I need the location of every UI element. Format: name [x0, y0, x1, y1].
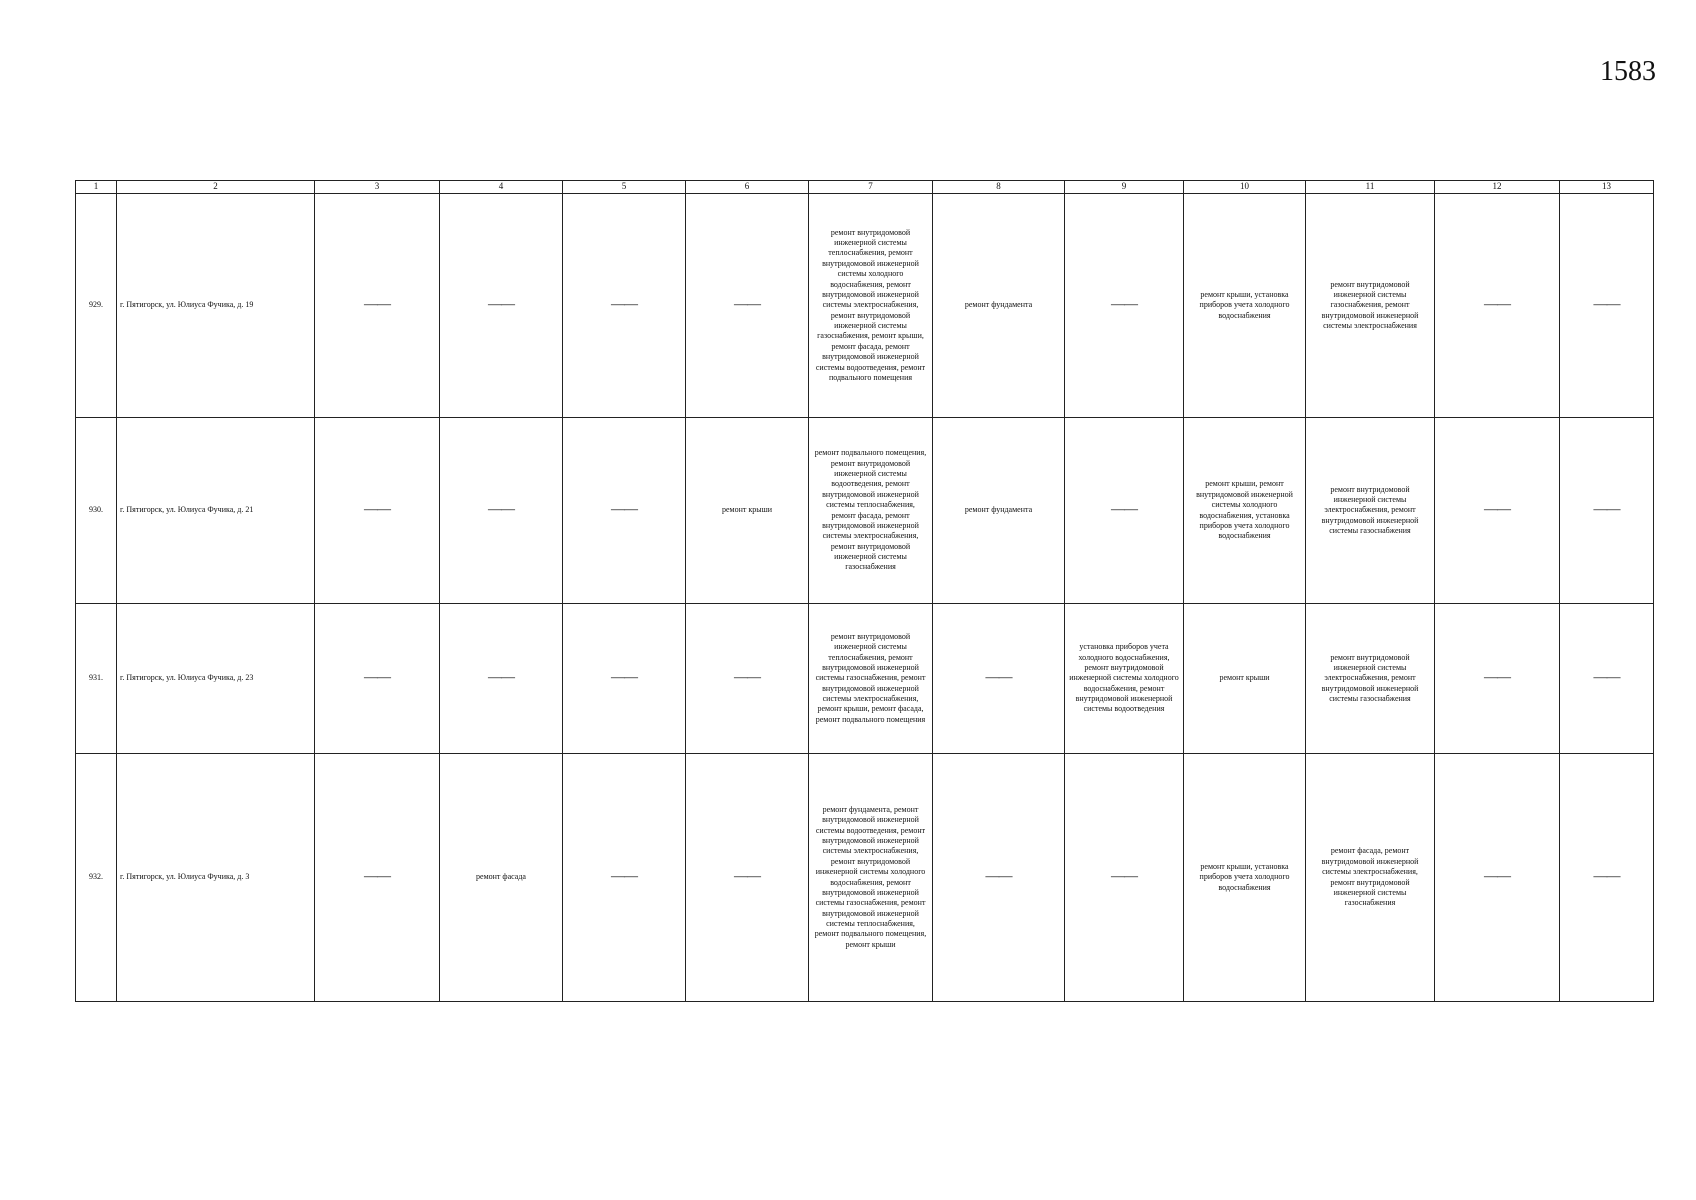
table-row [76, 194, 1654, 418]
dash-cell: —— [315, 754, 440, 1002]
works-cell: ремонт крыши, установка приборов учета холодного водоснабжения [1184, 754, 1306, 1002]
dash-cell: —— [1435, 754, 1560, 1002]
dash-cell: —— [686, 754, 809, 1002]
dash-cell: —— [1560, 604, 1654, 754]
dash-cell: —— [1560, 418, 1654, 604]
works-cell: ремонт внутридомовой инженерной системы электроснабжения, ремонт внутридомовой инженерной системы газоснабжения [1306, 418, 1435, 604]
row-number: 931. [76, 604, 117, 754]
column-header: 2 [117, 181, 315, 194]
table-row [76, 754, 1654, 1002]
works-cell: ремонт внутридомовой инженерной системы электроснабжения, ремонт внутридомовой инженерной системы газоснабжения [1306, 604, 1435, 754]
dash-cell: —— [1435, 604, 1560, 754]
column-header: 13 [1560, 181, 1654, 194]
dash-cell: —— [933, 754, 1065, 1002]
table-row [76, 418, 1654, 604]
works-cell: ремонт фундамента [933, 418, 1065, 604]
dash-cell: —— [1435, 418, 1560, 604]
works-cell: установка приборов учета холодного водоснабжения, ремонт внутридомовой инженерной системы холодного водоснабжения, ремонт внутридомовой инженерной системы водоотведения [1065, 604, 1184, 754]
column-header: 5 [563, 181, 686, 194]
dash-cell: —— [315, 194, 440, 418]
works-cell: ремонт крыши [1184, 604, 1306, 754]
dash-cell: —— [563, 418, 686, 604]
address-cell: г. Пятигорск, ул. Юлиуса Фучика, д. 23 [117, 604, 315, 754]
column-header: 9 [1065, 181, 1184, 194]
dash-cell: —— [686, 604, 809, 754]
dash-cell: —— [563, 604, 686, 754]
works-cell: ремонт крыши, ремонт внутридомовой инженерной системы холодного водоснабжения, установка приборов учета холодного водоснабжения [1184, 418, 1306, 604]
dash-cell: —— [440, 418, 563, 604]
dash-cell: —— [315, 418, 440, 604]
dash-cell: —— [1065, 194, 1184, 418]
column-header: 1 [76, 181, 117, 194]
works-cell: ремонт внутридомовой инженерной системы газоснабжения, ремонт внутридомовой инженерной системы электроснабжения [1306, 194, 1435, 418]
dash-cell: —— [440, 604, 563, 754]
dash-cell: —— [1435, 194, 1560, 418]
dash-cell: —— [1065, 418, 1184, 604]
dash-cell: —— [440, 194, 563, 418]
dash-cell: —— [686, 194, 809, 418]
dash-cell: —— [1560, 754, 1654, 1002]
column-header: 3 [315, 181, 440, 194]
row-number: 932. [76, 754, 117, 1002]
works-cell: ремонт фасада, ремонт внутридомовой инженерной системы электроснабжения, ремонт внутридомовой инженерной системы газоснабжения [1306, 754, 1435, 1002]
column-header: 7 [809, 181, 933, 194]
column-header: 10 [1184, 181, 1306, 194]
dash-cell: —— [1560, 194, 1654, 418]
works-cell: ремонт фундамента [933, 194, 1065, 418]
dash-cell: —— [1065, 754, 1184, 1002]
row-number: 929. [76, 194, 117, 418]
repair-schedule-table [75, 180, 1654, 1002]
dash-cell: —— [933, 604, 1065, 754]
dash-cell: —— [315, 604, 440, 754]
address-cell: г. Пятигорск, ул. Юлиуса Фучика, д. 3 [117, 754, 315, 1002]
works-cell: ремонт фундамента, ремонт внутридомовой инженерной системы водоотведения, ремонт внутридомовой инженерной системы электроснабжения, ремонт внутридомовой инженерной системы холодного водоснабжения, ремонт внутридомовой инженерной системы газоснабжения, ремонт внутридомовой инженерной системы теплоснабжения, ремонт подвального помещения, ремонт крыши [809, 754, 933, 1002]
dash-cell: —— [563, 754, 686, 1002]
works-cell: ремонт фасада [440, 754, 563, 1002]
address-cell: г. Пятигорск, ул. Юлиуса Фучика, д. 19 [117, 194, 315, 418]
table-row [76, 604, 1654, 754]
column-header: 11 [1306, 181, 1435, 194]
works-cell: ремонт крыши, установка приборов учета холодного водоснабжения [1184, 194, 1306, 418]
works-cell: ремонт крыши [686, 418, 809, 604]
dash-cell: —— [563, 194, 686, 418]
works-cell: ремонт внутридомовой инженерной системы теплоснабжения, ремонт внутридомовой инженерной системы газоснабжения, ремонт внутридомовой инженерной системы электроснабжения, ремонт крыши, ремонт фасада, ремонт подвального помещения [809, 604, 933, 754]
column-number-row [76, 181, 1654, 194]
works-cell: ремонт внутридомовой инженерной системы теплоснабжения, ремонт внутридомовой инженерной системы холодного водоснабжения, ремонт внутридомовой инженерной системы электроснабжения, ремонт внутридомовой инженерной системы газоснабжения, ремонт крыши, ремонт фасада, ремонт внутридомовой инженерной системы водоотведения, ремонт подвального помещения [809, 194, 933, 418]
column-header: 6 [686, 181, 809, 194]
address-cell: г. Пятигорск, ул. Юлиуса Фучика, д. 21 [117, 418, 315, 604]
column-header: 4 [440, 181, 563, 194]
works-cell: ремонт подвального помещения, ремонт внутридомовой инженерной системы водоотведения, ремонт внутридомовой инженерной системы теплоснабжения, ремонт фасада, ремонт внутридомовой инженерной системы электроснабжения, ремонт внутридомовой инженерной системы газоснабжения [809, 418, 933, 604]
column-header: 12 [1435, 181, 1560, 194]
row-number: 930. [76, 418, 117, 604]
page-number: 1583 [1600, 56, 1656, 87]
column-header: 8 [933, 181, 1065, 194]
